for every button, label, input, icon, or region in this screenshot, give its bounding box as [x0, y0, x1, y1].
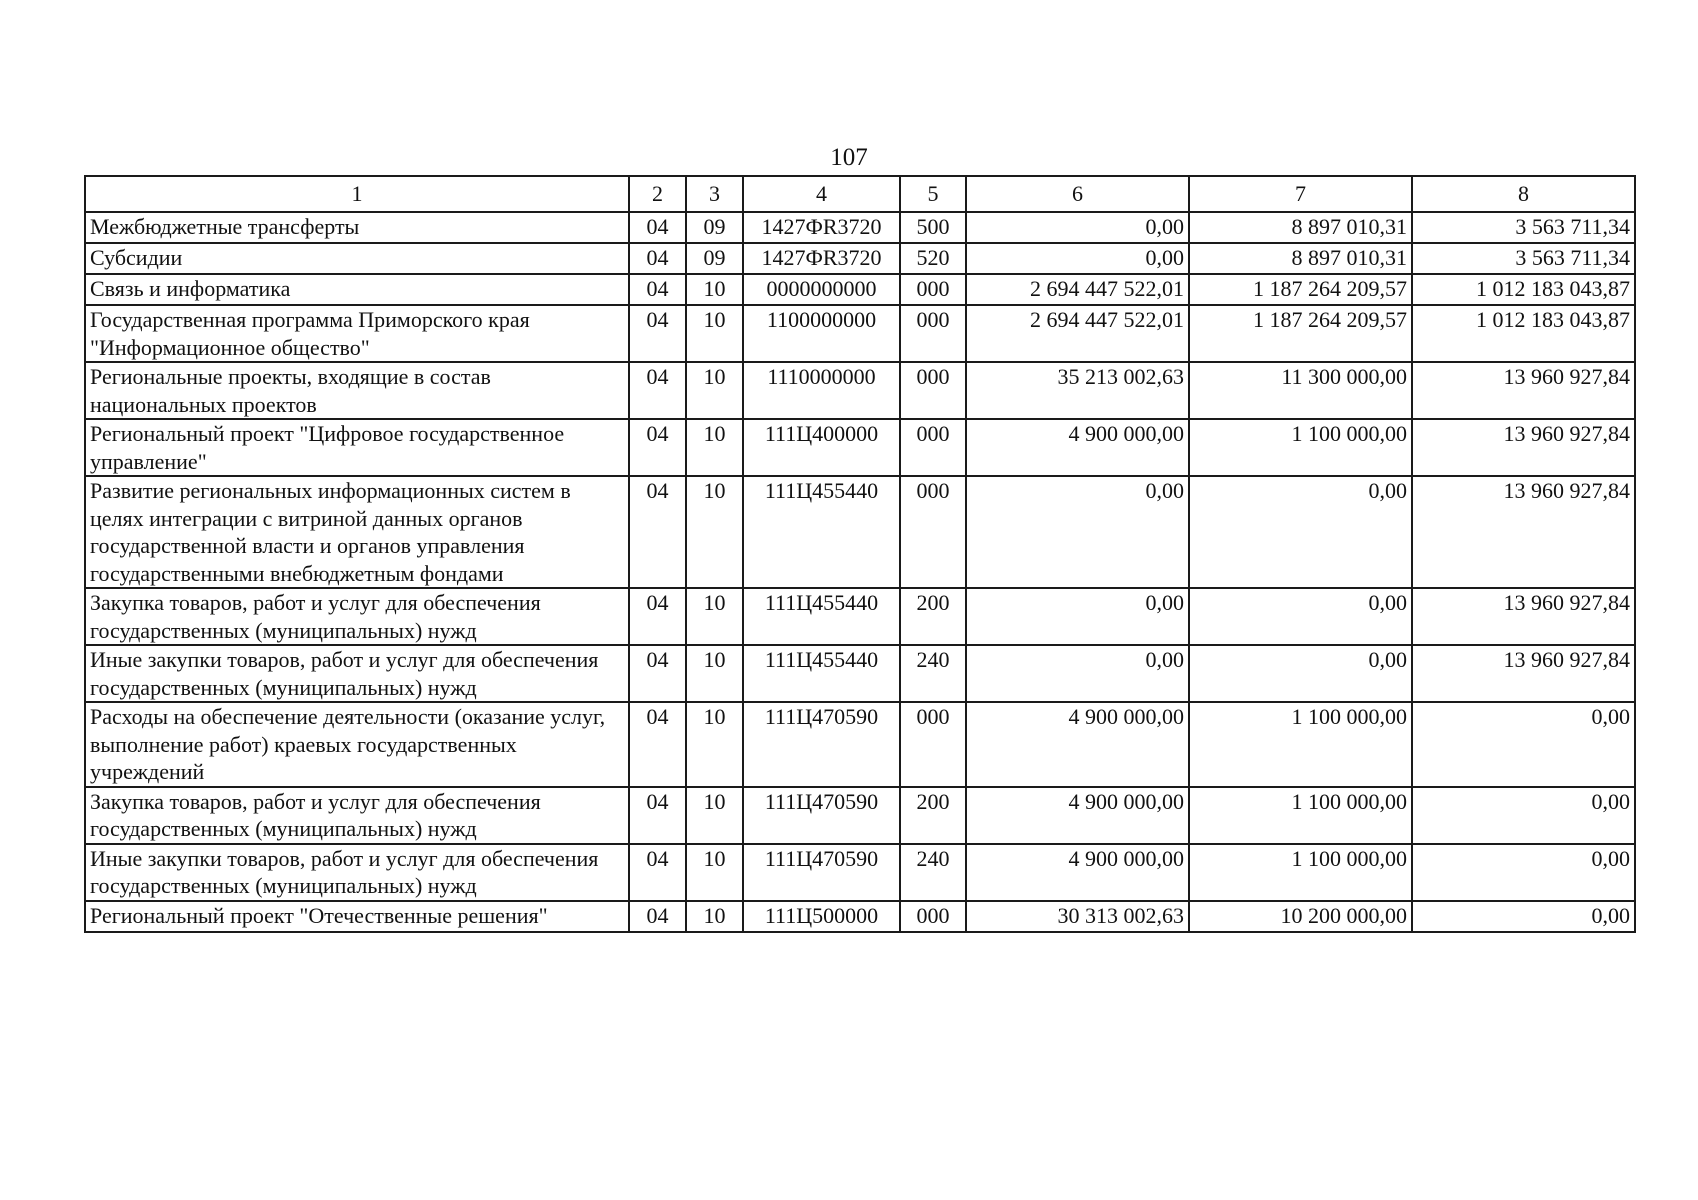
row-name: Иные закупки товаров, работ и услуг для обеспечения государственных (муниципальных) нужд: [85, 645, 629, 702]
row-amount-col7: 1 187 264 209,57: [1189, 274, 1412, 305]
row-subsection: 10: [686, 274, 743, 305]
row-target-code: 111Ц455440: [743, 645, 900, 702]
table-row: [85, 901, 1635, 932]
row-name: Региональные проекты, входящие в состав национальных проектов: [85, 362, 629, 419]
row-subsection: 10: [686, 588, 743, 645]
row-target-code: 111Ц470590: [743, 844, 900, 901]
table-row: [85, 787, 1635, 844]
row-amount-col7: 1 100 000,00: [1189, 787, 1412, 844]
row-amount-col7: 1 100 000,00: [1189, 702, 1412, 787]
table-row: [85, 588, 1635, 645]
row-amount-col8: 1 012 183 043,87: [1412, 274, 1635, 305]
table-row: [85, 844, 1635, 901]
row-expense-type: 240: [900, 844, 966, 901]
row-amount-col7: 1 100 000,00: [1189, 844, 1412, 901]
row-section: 04: [629, 476, 686, 588]
table-row: [85, 419, 1635, 476]
row-subsection: 10: [686, 476, 743, 588]
header-cell: 1: [85, 176, 629, 212]
row-target-code: 111Ц400000: [743, 419, 900, 476]
row-subsection: 10: [686, 787, 743, 844]
header-cell: 7: [1189, 176, 1412, 212]
row-amount-col6: 4 900 000,00: [966, 844, 1189, 901]
row-amount-col7: 8 897 010,31: [1189, 243, 1412, 274]
row-subsection: 09: [686, 243, 743, 274]
header-cell: 3: [686, 176, 743, 212]
row-amount-col7: 0,00: [1189, 476, 1412, 588]
row-name: Государственная программа Приморского края "Информационное общество": [85, 305, 629, 362]
row-section: 04: [629, 645, 686, 702]
row-amount-col6: 2 694 447 522,01: [966, 274, 1189, 305]
row-amount-col8: 3 563 711,34: [1412, 212, 1635, 243]
table-body: [85, 212, 1635, 932]
row-subsection: 10: [686, 362, 743, 419]
row-name: Развитие региональных информационных систем в целях интеграции с витриной данных органов государственной власти и органов управления государственными внебюджетным фондами: [85, 476, 629, 588]
row-amount-col8: 0,00: [1412, 901, 1635, 932]
row-amount-col8: 0,00: [1412, 787, 1635, 844]
row-amount-col8: 0,00: [1412, 702, 1635, 787]
row-name: Связь и информатика: [85, 274, 629, 305]
row-amount-col6: 0,00: [966, 476, 1189, 588]
row-amount-col7: 0,00: [1189, 588, 1412, 645]
row-section: 04: [629, 212, 686, 243]
row-target-code: 1427ФR3720: [743, 243, 900, 274]
table-row: [85, 476, 1635, 588]
row-amount-col7: 8 897 010,31: [1189, 212, 1412, 243]
row-amount-col6: 0,00: [966, 212, 1189, 243]
row-section: 04: [629, 787, 686, 844]
row-target-code: 0000000000: [743, 274, 900, 305]
row-name: Региональный проект "Отечественные решения": [85, 901, 629, 932]
table-row: [85, 305, 1635, 362]
row-section: 04: [629, 844, 686, 901]
row-section: 04: [629, 419, 686, 476]
row-section: 04: [629, 901, 686, 932]
row-target-code: 111Ц470590: [743, 702, 900, 787]
row-amount-col7: 11 300 000,00: [1189, 362, 1412, 419]
row-expense-type: 200: [900, 588, 966, 645]
row-expense-type: 000: [900, 702, 966, 787]
header-row: [85, 176, 1635, 212]
table-row: [85, 274, 1635, 305]
row-name: Региональный проект "Цифровое государственное управление": [85, 419, 629, 476]
row-amount-col7: 10 200 000,00: [1189, 901, 1412, 932]
header-cell: 4: [743, 176, 900, 212]
row-amount-col8: 13 960 927,84: [1412, 419, 1635, 476]
row-subsection: 10: [686, 702, 743, 787]
row-subsection: 10: [686, 645, 743, 702]
row-amount-col7: 1 100 000,00: [1189, 419, 1412, 476]
row-amount-col7: 1 187 264 209,57: [1189, 305, 1412, 362]
row-subsection: 09: [686, 212, 743, 243]
row-amount-col6: 4 900 000,00: [966, 702, 1189, 787]
row-amount-col6: 35 213 002,63: [966, 362, 1189, 419]
row-expense-type: 500: [900, 212, 966, 243]
table-row: [85, 645, 1635, 702]
row-amount-col6: 30 313 002,63: [966, 901, 1189, 932]
row-amount-col8: 3 563 711,34: [1412, 243, 1635, 274]
row-section: 04: [629, 362, 686, 419]
header-cell: 6: [966, 176, 1189, 212]
row-amount-col6: 0,00: [966, 645, 1189, 702]
table-row: [85, 362, 1635, 419]
table-row: [85, 702, 1635, 787]
row-section: 04: [629, 243, 686, 274]
row-amount-col6: 0,00: [966, 588, 1189, 645]
header-cell: 2: [629, 176, 686, 212]
row-expense-type: 240: [900, 645, 966, 702]
row-expense-type: 000: [900, 305, 966, 362]
row-amount-col8: 0,00: [1412, 844, 1635, 901]
row-expense-type: 520: [900, 243, 966, 274]
row-target-code: 111Ц455440: [743, 588, 900, 645]
header-cell: 8: [1412, 176, 1635, 212]
table-row: [85, 212, 1635, 243]
row-amount-col6: 4 900 000,00: [966, 419, 1189, 476]
row-name: Иные закупки товаров, работ и услуг для обеспечения государственных (муниципальных) нужд: [85, 844, 629, 901]
row-name: Субсидии: [85, 243, 629, 274]
row-expense-type: 200: [900, 787, 966, 844]
row-target-code: 1100000000: [743, 305, 900, 362]
row-subsection: 10: [686, 305, 743, 362]
row-amount-col8: 13 960 927,84: [1412, 362, 1635, 419]
row-amount-col8: 13 960 927,84: [1412, 588, 1635, 645]
row-name: Закупка товаров, работ и услуг для обеспечения государственных (муниципальных) нужд: [85, 787, 629, 844]
row-subsection: 10: [686, 844, 743, 901]
page-number: 107: [830, 144, 868, 171]
row-amount-col8: 1 012 183 043,87: [1412, 305, 1635, 362]
row-target-code: 111Ц470590: [743, 787, 900, 844]
row-name: Межбюджетные трансферты: [85, 212, 629, 243]
row-expense-type: 000: [900, 274, 966, 305]
row-section: 04: [629, 588, 686, 645]
row-amount-col8: 13 960 927,84: [1412, 476, 1635, 588]
row-amount-col8: 13 960 927,84: [1412, 645, 1635, 702]
row-target-code: 1110000000: [743, 362, 900, 419]
header-cell: 5: [900, 176, 966, 212]
row-expense-type: 000: [900, 901, 966, 932]
row-amount-col6: 0,00: [966, 243, 1189, 274]
row-subsection: 10: [686, 901, 743, 932]
row-amount-col7: 0,00: [1189, 645, 1412, 702]
table-row: [85, 243, 1635, 274]
row-expense-type: 000: [900, 362, 966, 419]
row-amount-col6: 4 900 000,00: [966, 787, 1189, 844]
row-target-code: 111Ц500000: [743, 901, 900, 932]
row-expense-type: 000: [900, 419, 966, 476]
row-name: Закупка товаров, работ и услуг для обеспечения государственных (муниципальных) нужд: [85, 588, 629, 645]
row-amount-col6: 2 694 447 522,01: [966, 305, 1189, 362]
row-subsection: 10: [686, 419, 743, 476]
budget-table: [84, 175, 1636, 933]
row-section: 04: [629, 305, 686, 362]
row-name: Расходы на обеспечение деятельности (оказание услуг, выполнение работ) краевых государственных учреждений: [85, 702, 629, 787]
row-target-code: 1427ФR3720: [743, 212, 900, 243]
row-section: 04: [629, 274, 686, 305]
row-section: 04: [629, 702, 686, 787]
row-expense-type: 000: [900, 476, 966, 588]
row-target-code: 111Ц455440: [743, 476, 900, 588]
